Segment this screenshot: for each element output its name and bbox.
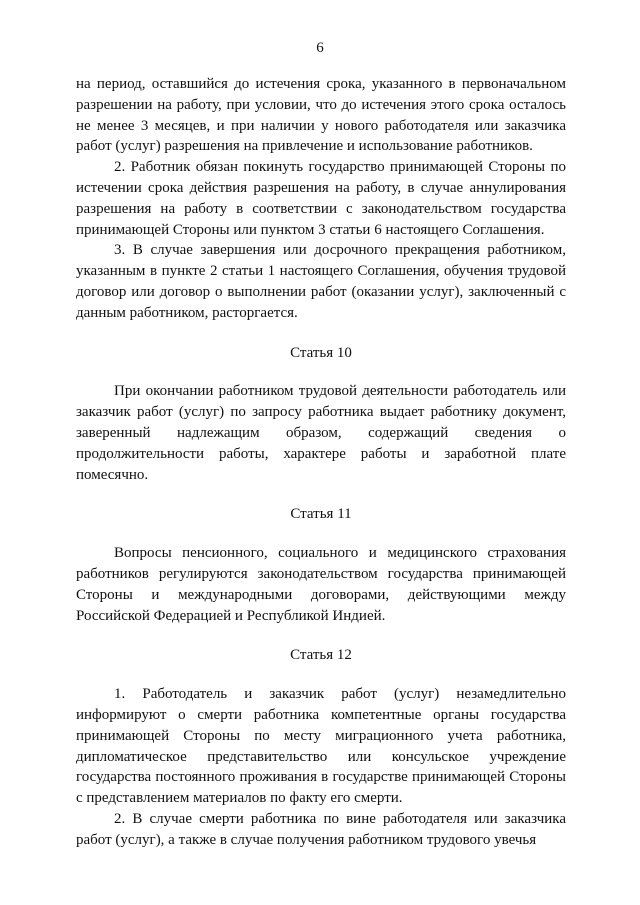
document-body	[76, 74, 566, 851]
page-number: 6	[316, 40, 324, 56]
paragraph-item-2: 2. Работник обязан покинуть государство принимающей Стороны по истечении срока действия разрешения на работу, в случае аннулирования разрешения на работу в соответствии с законодательством государства принимающей Стороны или пунктом 3 статьи 6 настоящего Соглашения.	[76, 159, 566, 238]
article-12-paragraph-2: 2. В случае смерти работника по вине работодателя или заказчика работ (услуг), а также в случае получения работником трудового увечья	[76, 810, 566, 848]
paragraph-item-3: 3. В случае завершения или досрочного прекращения работником, указанным в пункте 2 статьи 1 настоящего Соглашения, обучения трудовой договор или договор о выполнении работ (оказании услуг), заключенный с данным работником, расторгается.	[76, 242, 566, 321]
article-11-heading: Статья 11	[290, 506, 352, 523]
article-11-paragraph: Вопросы пенсионного, социального и медицинского страхования работников регулируются законодательством государства принимающей Стороны и международными договорами, действующими между Российской Федерацией и Республикой Индией.	[76, 545, 566, 624]
paragraph-continuation: на период, оставшийся до истечения срока, указанного в первоначальном разрешении на работу, при условии, что до истечения этого срока осталось не менее 3 месяцев, и при наличии у нового работодателя или заказчика работ (услуг) разрешения на привлечение и использование работников.	[76, 76, 566, 155]
article-10-heading: Статья 10	[290, 344, 352, 361]
article-10-paragraph: При окончании работником трудовой деятельности работодатель или заказчик работ (услуг) по запросу работника выдает работнику документ, заверенный надлежащим образом, содержащий сведения о продолжительности работы, характере работы и заработной плате помесячно.	[76, 383, 566, 483]
article-12-heading: Статья 12	[290, 647, 352, 664]
article-12-paragraph-1: 1. Работодатель и заказчик работ (услуг) незамедлительно информируют о смерти работника компетентные органы государства принимающей Стороны по месту миграционного учета работника, дипломатическое представительство или консульское учреждение государства постоянного проживания в государстве принимающей Стороны с представлением материалов по факту его смерти.	[76, 686, 566, 807]
